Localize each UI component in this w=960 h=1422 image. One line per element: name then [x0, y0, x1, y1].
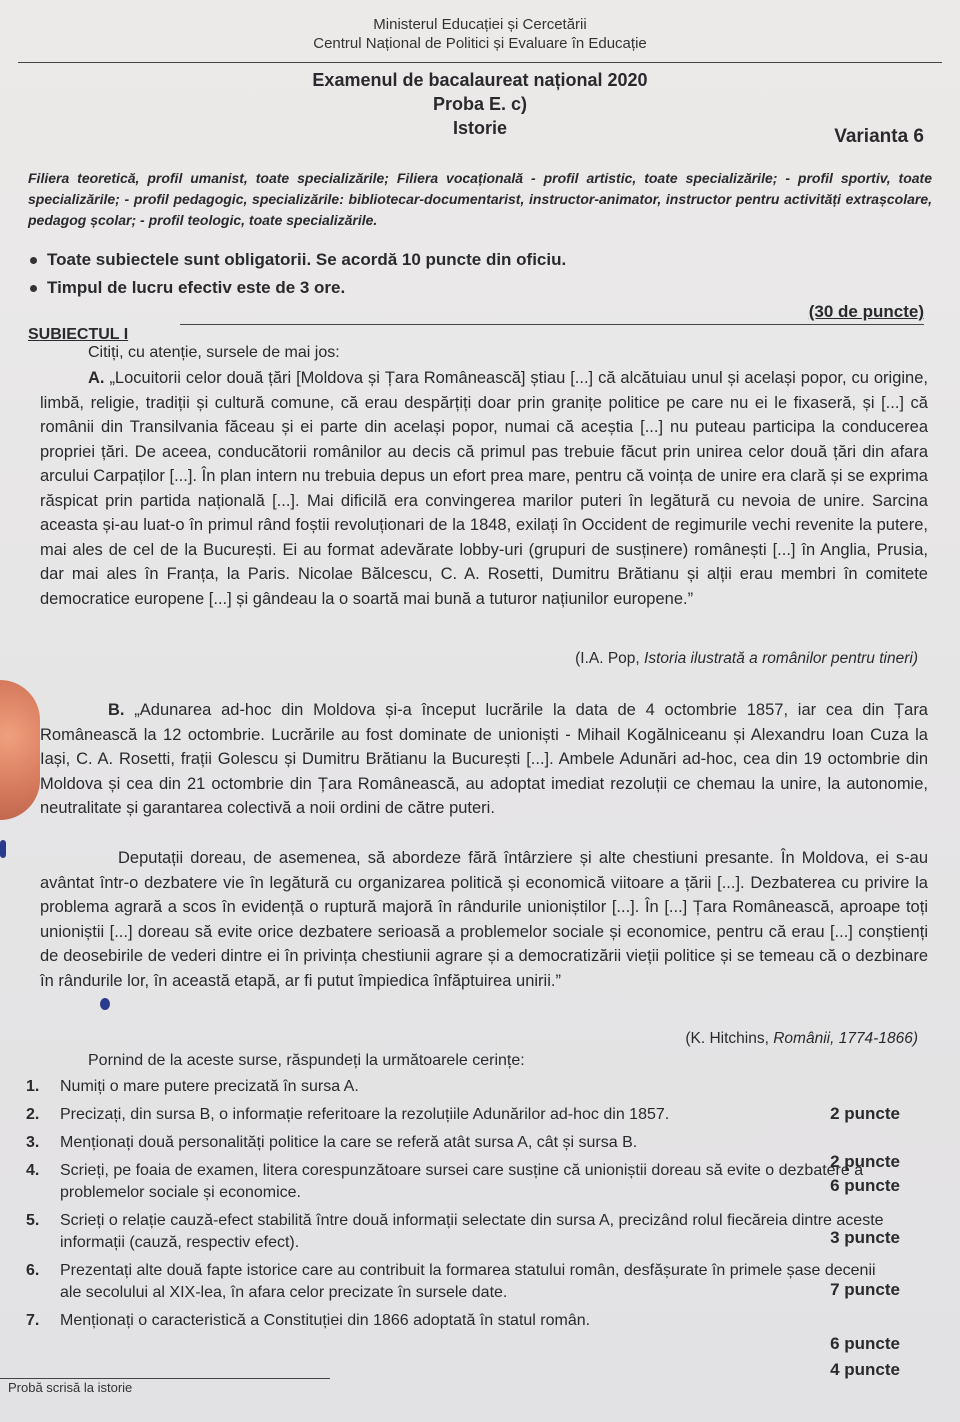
- rule-1: Toate subiectele sunt obligatorii. Se acordă 10 puncte din oficiu.: [30, 250, 930, 270]
- bullet-icon: [30, 285, 37, 292]
- requirement-item: 1. Numiți o mare putere precizată în sursa A.: [26, 1078, 359, 1095]
- requirement-item: 2. Precizați, din sursa B, o informație referitoare la rezoluțiile Adunărilor ad-hoc din 1857.: [26, 1106, 670, 1123]
- points-5: 7 puncte: [830, 1280, 900, 1299]
- ministry-name: Ministerul Educației și Cercetării: [373, 16, 587, 33]
- center-name: Centrul Național de Politici și Evaluare în Educație: [313, 35, 647, 52]
- points-1: 2 puncte: [830, 1104, 900, 1123]
- requirement-item: 4. Scrieți, pe foaia de examen, litera corespunzătoare sursei care susține că unioniștii doreau să evite o dezbatere a problemelor sociale și economice.: [26, 1162, 864, 1201]
- source-b-text-2: Deputații doreau, de asemenea, să abordeze fără întârziere și alte chestiuni presante. În Moldova, ei s-au avântat într-o dezbatere vie în legătură cu organizarea politică și economică viitoare a țării [...]. Dezbaterea cu privire la problema agrară a scos în evidență o ruptură majoră în rândurile unioniștilor [...]. În [...] Țara Românească, aproape toți unioniștii [...] doreau să evite orice dezbatere serioasă a problemelor sociale și economice, pentru că erau [...] conștienți de deosebirile de vederi dintre ei în privința chestiunii agrare și a democratizării vieții politice și se temeau că o dezbinare în rândurile lor, în această etapă, ar fi putut împiedica înfăptuirea unirii.”: [40, 849, 928, 990]
- ink-dot: [100, 998, 110, 1010]
- bullet-icon: [30, 257, 37, 264]
- requirement-item: 5. Scrieți o relație cauză-efect stabilită între două informații selectate din sursa A, precizând rolul fiecăreia dintre aceste informații (cauză, respectiv efect).: [26, 1212, 884, 1251]
- points-6: 6 puncte: [830, 1334, 900, 1353]
- requirement-item: 6. Prezentați alte două fapte istorice care au contribuit la formarea statului român, desfășurate în primele șase decenii ale secolului al XIX-lea, în afara celor precizate în sursele date.: [26, 1262, 876, 1301]
- footer-divider: [0, 1378, 330, 1379]
- source-a-text: A. „Locuitorii celor două țări [Moldova și Țara Românească] știau [...] că alcătuiau unul și același popor, cu origine, limbă, religie, tradiții și cultură comune, că erau despărțiți doar prin granițe politice pe care nu ei le fixaseră, și [...] că românii din Transilvania făceau și ei parte din același popor, numai că aceștia [...] nu puteau participa la conducerea propriei țări. De aceea, conducătorii românilor au decis că primul pas trebuie făcut prin unirea celor două țări din afara arcului Carpaților [...]. În plan intern nu trebuia depus un efort prea mare, pentru că voința de unire era clară și se exprima răspicat prin partida națională [...]. Mai dificilă era convingerea marilor puteri în legătură cu nevoia de unire. Sarcina aceasta și-au luat-o în primul rând foștii revoluționari de la 1848, exilați în Occident de regimurile vechi revenite la putere, mai ales de cel de la București. Ei au format adevărate lobby-uri (grupuri de susținere) românești [...] în Anglia, Prusia, dar mai ales în Franța, la Paris. Nicolae Bălcescu, C. A. Rosetti, Dumitru Brătianu și alții erau membri în comitete democratice europene [...] și gândeau la o soartă mai bună a tuturor națiunilor europene.”: [40, 369, 928, 608]
- exam-title: Examenul de bacalaureat național 2020: [312, 70, 648, 90]
- points-7: 4 puncte: [830, 1360, 900, 1379]
- points-3: 6 puncte: [830, 1176, 900, 1195]
- requirements-prompt: Pornind de la aceste surse, răspundeți la următoarele cerințe:: [88, 1052, 525, 1069]
- section-divider: [180, 324, 924, 325]
- finger-overlay: [0, 680, 40, 820]
- footer-text: Probă scrisă la istorie: [8, 1380, 133, 1395]
- header-divider: [18, 62, 942, 63]
- source-b-citation: (K. Hitchins, Românii, 1774-1866): [685, 1030, 918, 1047]
- section-intro: Citiți, cu atenție, sursele de mai jos:: [88, 344, 340, 361]
- points-2: 2 puncte: [830, 1152, 900, 1171]
- exam-test: Proba E. c): [432, 94, 528, 114]
- exam-variant: Varianta 6: [834, 126, 924, 147]
- requirement-item: 3. Menționați două personalități politice la care se referă atât sursa A, cât și sursa B.: [26, 1134, 638, 1151]
- exam-subject: Istorie: [452, 118, 508, 138]
- filiera-text: Filiera teoretică, profil umanist, toate specializările; Filiera vocațională - profil artistic, toate specializările; - profil sportiv, toate specializările; - profil pedagogic, specializările: bibliotecar-documentarist, instructor-animator, instructor pentru activități extrașcolare, pedagog școlar; - profil teologic, toate specializările.: [28, 170, 932, 228]
- source-b-text-1: B. „Adunarea ad-hoc din Moldova și-a început lucrările la data de 4 octombrie 1857, iar cea din Țara Românească la 12 octombrie. Lucrările au fost dominate de unioniști - Mihail Kogălniceanu și Alexandru Ioan Cuza la Iași, C. A. Rosetti, frații Golescu și Dumitru Brătianu la București [...]. Ambele Adunări ad-hoc, cea din 19 octombrie din Moldova și cea din 21 octombrie din Țara Românească, au adoptat imediat rezoluții ce chemau la unire, la autonomie, neutralitate și garantarea colectivă a noii ordini de către puteri.: [40, 701, 928, 817]
- source-a-citation: (I.A. Pop, Istoria ilustrată a românilor pentru tineri): [575, 650, 918, 667]
- ink-mark: [0, 840, 6, 858]
- section-title: SUBIECTUL I: [28, 326, 129, 343]
- points-4: 3 puncte: [830, 1228, 900, 1247]
- requirements-list: [26, 1076, 900, 1338]
- requirement-item: 7. Menționați o caracteristică a Constituției din 1866 adoptată în statul român.: [26, 1312, 591, 1329]
- rule-2: Timpul de lucru efectiv este de 3 ore.: [30, 278, 930, 298]
- section-points: (30 de puncte): [808, 302, 924, 321]
